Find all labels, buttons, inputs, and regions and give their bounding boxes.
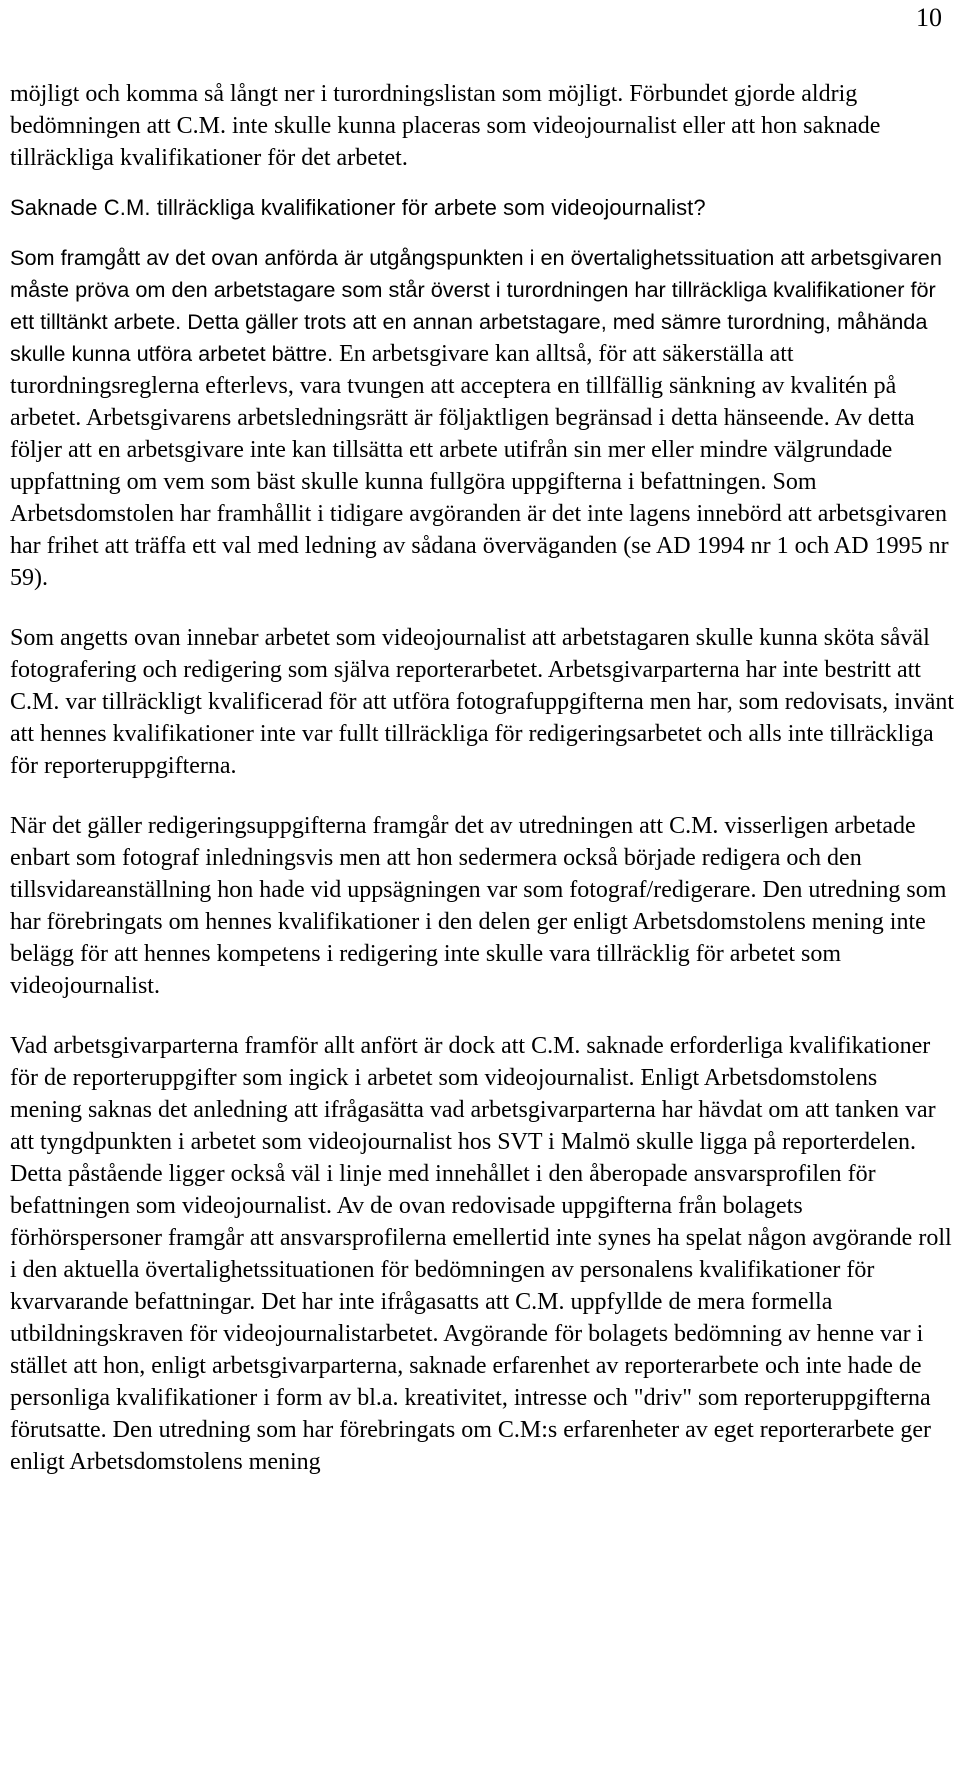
paragraph-serif-part: En arbetsgivare kan alltså, för att säkerställa att turordningsreglerna efterlevs, vara tvungen att acceptera en tillfällig sänkning av kvalitén på arbetet. Arbetsgivarens arbetsledningsrätt är följaktligen begränsad i detta hänseende. Av detta följer att en arbetsgivare inte kan tillsätta ett arbete utifrån sin mer eller mindre välgrundade uppfattning om vem som bäst skulle kunna fullgöra uppgifterna i befattningen. Som Arbetsdomstolen har framhållit i tidigare avgöranden är det inte lagens innebörd att arbetsgivaren har frihet att träffa ett val med ledning av sådana överväganden (se AD 1994 nr 1 och AD 1995 nr 59). bbox=[10, 341, 949, 591]
paragraph-videojournalist: Som angetts ovan innebar arbetet som videojournalist att arbetstagaren skulle kunna sköta såväl fotografering och redigering som själva reporterarbetet. Arbetsgivarparterna har inte bestritt att C.M. var tillräckligt kvalificerad för att utföra fotografuppgifterna men har, som redovisats, invänt att hennes kvalifikationer inte var fullt tillräckliga för redigeringsarbetet och alls inte tillräckliga för reporteruppgifterna. bbox=[10, 625, 955, 779]
section-heading: Saknade C.M. tillräckliga kvalifikationer för arbete som videojournalist? bbox=[10, 195, 706, 220]
paragraph-spacer bbox=[10, 1002, 955, 1030]
paragraph-redigering: När det gäller redigeringsuppgifterna framgår det av utredningen att C.M. visserligen arbetade enbart som fotograf inledningsvis men att hon sedermera också började redigera och den tillsvidareanställning hon hade vid uppsägningen var som fotograf/redigerare. Den utredning som har förebringats om hennes kvalifikationer i den delen ger enligt Arbetsdomstolens mening inte belägg för att hennes kompetens i redigering inte skulle vara tillräcklig för arbetet som videojournalist. bbox=[10, 813, 947, 999]
paragraph-sans-part: Som framgått av det ovan anförda är utgångspunkten i en övertalighetssituation att arbetsgivaren måste pröva om den arbetstagare som står överst i turordningen har tillräckliga kvalifikationer för ett tilltänkt arbete. Detta gäller trots att en annan arbetstagare, med sämre turordning, måhända skulle kunna utföra arbetet bättre. bbox=[10, 245, 942, 366]
page-number: 10 bbox=[916, 3, 942, 32]
paragraph-reporter: Vad arbetsgivarparterna framför allt anfört är dock att C.M. saknade erforderliga kvalifikationer för de reporteruppgifter som ingick i arbetet som videojournalist. Enligt Arbetsdomstolens mening saknas det anledning att ifrågasätta vad arbetsgivarparterna har hävdat om att tanken var att tyngdpunkten i arbetet som videojournalist hos SVT i Malmö skulle ligga på reporterdelen. Detta påstående ligger också väl i linje med innehållet i den åberopade ansvarsprofilen för befattningen som videojournalist. Av de ovan redovisade uppgifterna från bolagets förhörspersoner framgår att ansvarsprofilerna emellertid inte synes ha spelat någon avgörande roll i den aktuella övertalighetssituationen för bedömningen av personalens kvalifikationer för kvarvarande befattningar. Det har inte ifrågasatts att C.M. uppfyllde de mera formella utbildningskraven för videojournalistarbetet. Avgörande för bolagets bedömning av henne var i stället att hon, enligt arbetsgivarparterna, saknade erfarenhet av reporterarbete och inte hade de personliga kvalifikationer i form av bl.a. kreativitet, intresse och "driv" som reporteruppgifterna förutsatte. Den utredning som har förebringats om C.M:s erfarenheter av eget reporterarbete ger enligt Arbetsdomstolens mening bbox=[10, 1033, 952, 1475]
paragraph-spacer bbox=[10, 224, 955, 242]
document-body bbox=[10, 78, 955, 1478]
paragraph-spacer bbox=[10, 782, 955, 810]
paragraph-spacer bbox=[10, 594, 955, 622]
paragraph-spacer bbox=[10, 174, 955, 192]
paragraph-body-text bbox=[10, 242, 955, 594]
paragraph-intro: möjligt och komma så långt ner i turordningslistan som möjligt. Förbundet gjorde aldrig bedömningen att C.M. inte skulle kunna placeras som videojournalist eller att hon saknade tillräckliga kvalifikationer för det arbetet. bbox=[10, 81, 881, 171]
